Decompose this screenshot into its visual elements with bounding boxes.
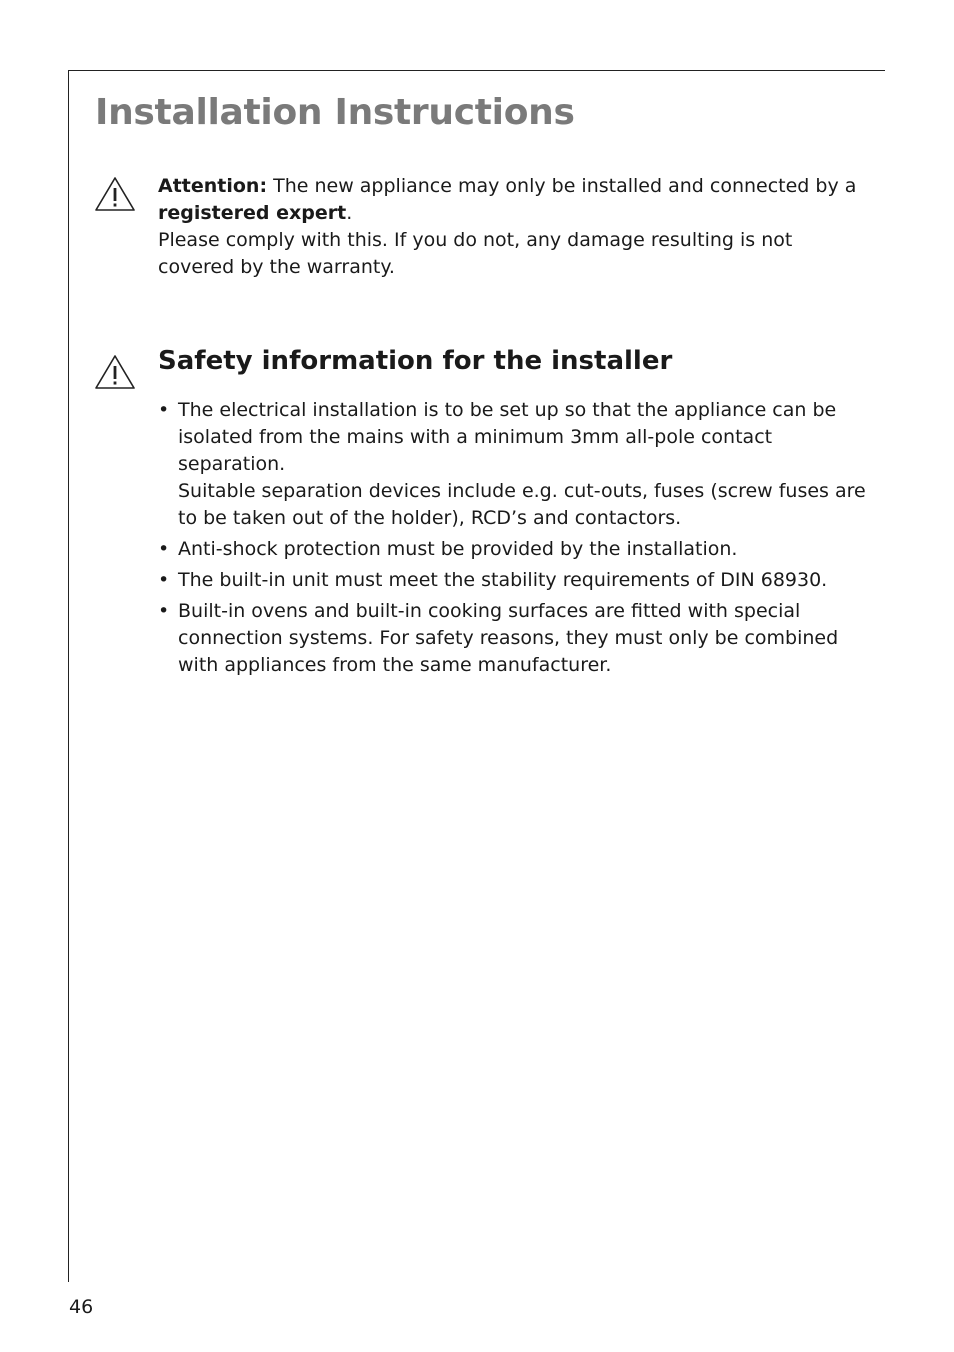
attention-paragraph bbox=[158, 173, 868, 227]
list-item bbox=[158, 598, 868, 679]
attention-label: Attention: bbox=[158, 175, 268, 197]
attention-emphasis: registered expert bbox=[158, 202, 347, 224]
warning-triangle-icon bbox=[94, 176, 136, 212]
list-item-subtext: Suitable separation devices include e.g. cut-outs, fuses (screw fuses are to be taken out of the holder), RCD’s and contactors. bbox=[178, 480, 866, 529]
safety-heading: Safety information for the installer bbox=[158, 346, 673, 376]
bullet-glyph: • bbox=[158, 600, 170, 622]
list-item-text: Anti-shock protection must be provided by the installation. bbox=[178, 538, 738, 560]
bullet-glyph: • bbox=[158, 538, 170, 560]
bullet-glyph: • bbox=[158, 569, 170, 591]
list-item-text: Built-in ovens and built-in cooking surfaces are fitted with special connection systems. For safety reasons, they must only be combined with appliances from the same manufacturer. bbox=[178, 600, 839, 676]
list-item-text: The electrical installation is to be set up so that the appliance can be isolated from the mains with a minimum 3mm all-pole contact separation. bbox=[178, 399, 837, 475]
top-rule bbox=[68, 70, 885, 71]
list-item bbox=[158, 567, 868, 594]
list-item bbox=[158, 397, 868, 532]
left-rule bbox=[68, 70, 69, 1282]
list-item bbox=[158, 536, 868, 563]
attention-text-before: The new appliance may only be installed and connected by a bbox=[267, 175, 857, 197]
attention-notice bbox=[158, 173, 868, 281]
page-title: Installation Instructions bbox=[95, 92, 575, 133]
page-number: 46 bbox=[69, 1296, 94, 1318]
warning-triangle-icon bbox=[94, 354, 136, 390]
list-item-text: The built-in unit must meet the stability requirements of DIN 68930. bbox=[178, 569, 828, 591]
attention-text-after: . bbox=[346, 202, 353, 224]
bullet-glyph: • bbox=[158, 399, 170, 421]
safety-list bbox=[158, 397, 868, 683]
attention-note: Please comply with this. If you do not, any damage resulting is not covered by the warranty. bbox=[158, 229, 793, 278]
